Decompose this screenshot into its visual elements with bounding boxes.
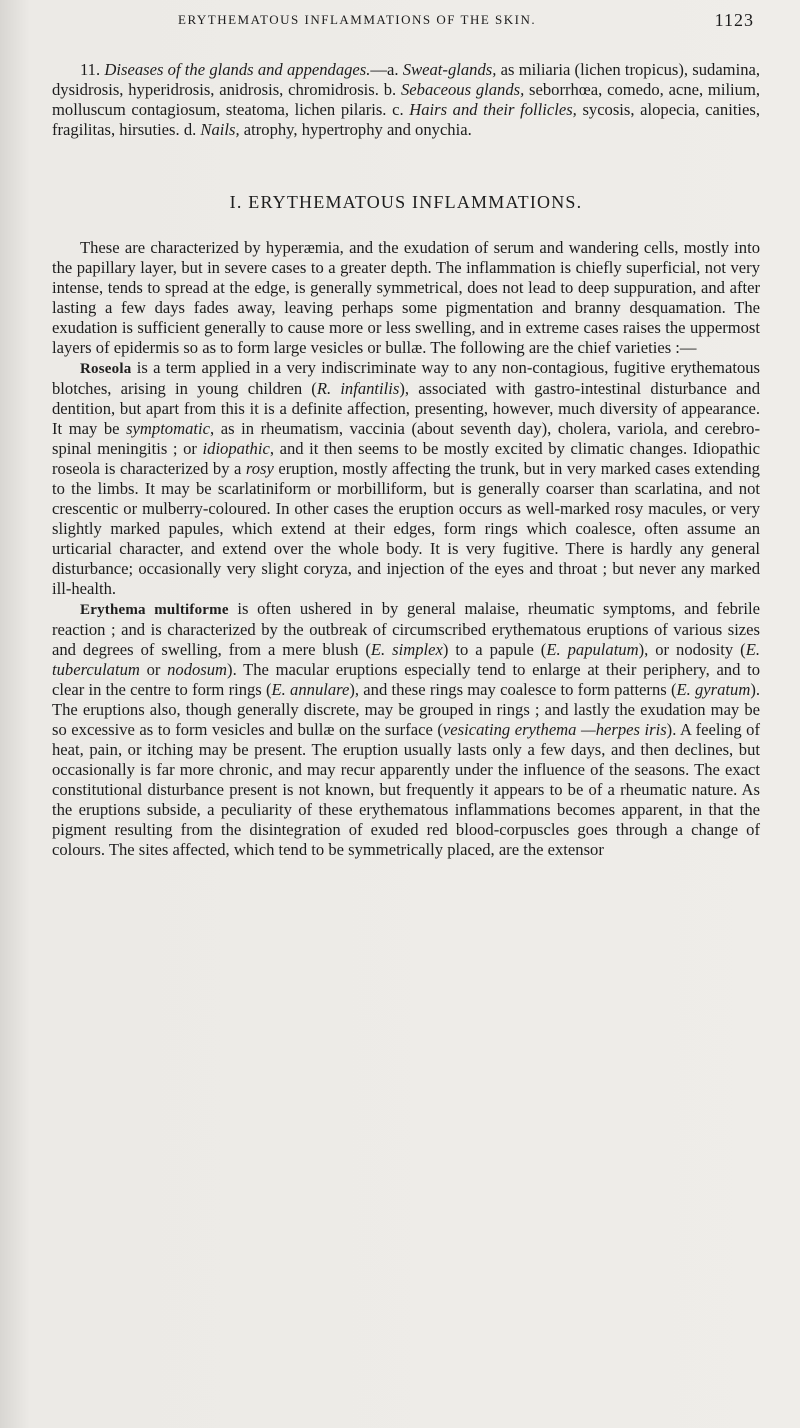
paragraph-overview: These are characterized by hyperæmia, and the exudation of serum and wandering cells, mostly into the papillary layer, but in severe cases to a greater depth. The inflammation is chiefly superficial, not very intense, tends to spread at the edge, is generally symmetrical, does not lead to deep suppuration, and after lasting a few days fades away, leaving perhaps some pigmentation and branny desquamation. The exudation is sufficient generally to cause more or less swelling, and in extreme cases raises the uppermost layers of epidermis so as to form large vesicles or bullæ. The following are the chief varieties :— [52,238,760,357]
term-erythema-multiforme: Erythema multiforme [80,602,229,618]
section-heading: I. ERYTHEMATOUS INFLAMMATIONS. [229,192,583,212]
main-text [52,238,760,860]
item-number: 11. [80,60,101,79]
running-title: ERYTHEMATOUS INFLAMMATIONS OF THE SKIN. [178,12,537,27]
classification-item-11: 11. Diseases of the glands and appendages.—a. Sweat-glands, as miliaria (lichen tropicus), sudamina, dysidrosis, hyperidrosis, anidrosis, chromidrosis. b. Sebaceous glands, seborrhœa, comedo, acne, milium, molluscum contagiosum, steatoma, lichen pilaris. c. Hairs and their follicles, sycosis, alopecia, canities, fragilitas, hirsuties. d. Nails, atrophy, hypertrophy and onychia. [52,60,761,139]
paragraph-roseola: Roseola is a term applied in a very indiscriminate way to any non-contagious, fugitive erythematous blotches, arising in young children (R. infantilis), associated with gastro-intestinal disturbance and dentition, but apart from this it is a definite affection, presenting, however, much diversity of appearance. It may be symptomatic, as in rheumatism, vaccinia (about seventh day), cholera, variola, and cerebro-spinal meningitis ; or idiopathic, and it then seems to be mostly excited by climatic changes. Idiopathic roseola is characterized by a rosy eruption, mostly affecting the trunk, but in very marked cases extending to the limbs. It may be scarlatiniform or morbilliform, but is generally coarser than scarlatina, and not crescentic or mulberry-coloured. In other cases the eruption occurs as well-marked rosy macules, or very slightly marked papules, which extend at their edges, form rings which coalesce, often assume an urticarial character, and extend over the whole body. It is very fugitive. There is hardly any general disturbance; occasionally very slight coryza, and injection of the eyes and throat ; but never any marked ill-health. [52,358,760,598]
intro-paragraph [52,60,760,140]
item-heading: Diseases of the glands and appendages. [104,60,371,79]
term-roseola: Roseola [80,361,132,377]
running-header [0,10,800,34]
page-number: 1123 [714,10,754,30]
paragraph-erythema-multiforme: Erythema multiforme is often ushered in by general malaise, rheumatic symptoms, and febrile reaction ; and is characterized by the outbreak of circumscribed erythematous eruptions of various sizes and degrees of swelling, from a mere blush (E. simplex) to a papule (E. papulatum), or nodosity (E. tuberculatum or nodosum). The macular eruptions especially tend to enlarge at their periphery, and to clear in the centre to form rings (E. annulare), and these rings may coalesce to form patterns (E. gyratum). The eruptions also, though generally discrete, may be grouped in rings ; and lastly the exudation may be so excessive as to form vesicles and bullæ on the surface (vesicating erythema —herpes iris). A feeling of heat, pain, or itching may be present. The eruption usually lasts only a few days, and then declines, but occasionally is far more chronic, and may recur apparently under the influence of the seasons. The exact constitutional disturbance present is not known, but frequently it appears to be of a rheumatic nature. As the eruptions subside, a peculiarity of these erythematous inflammations becomes apparent, in that the pigment resulting from the disintegration of exuded red blood-corpuscles goes through a change of colours. The sites affected, which tend to be symmetrically placed, are the extensor [52,599,761,859]
